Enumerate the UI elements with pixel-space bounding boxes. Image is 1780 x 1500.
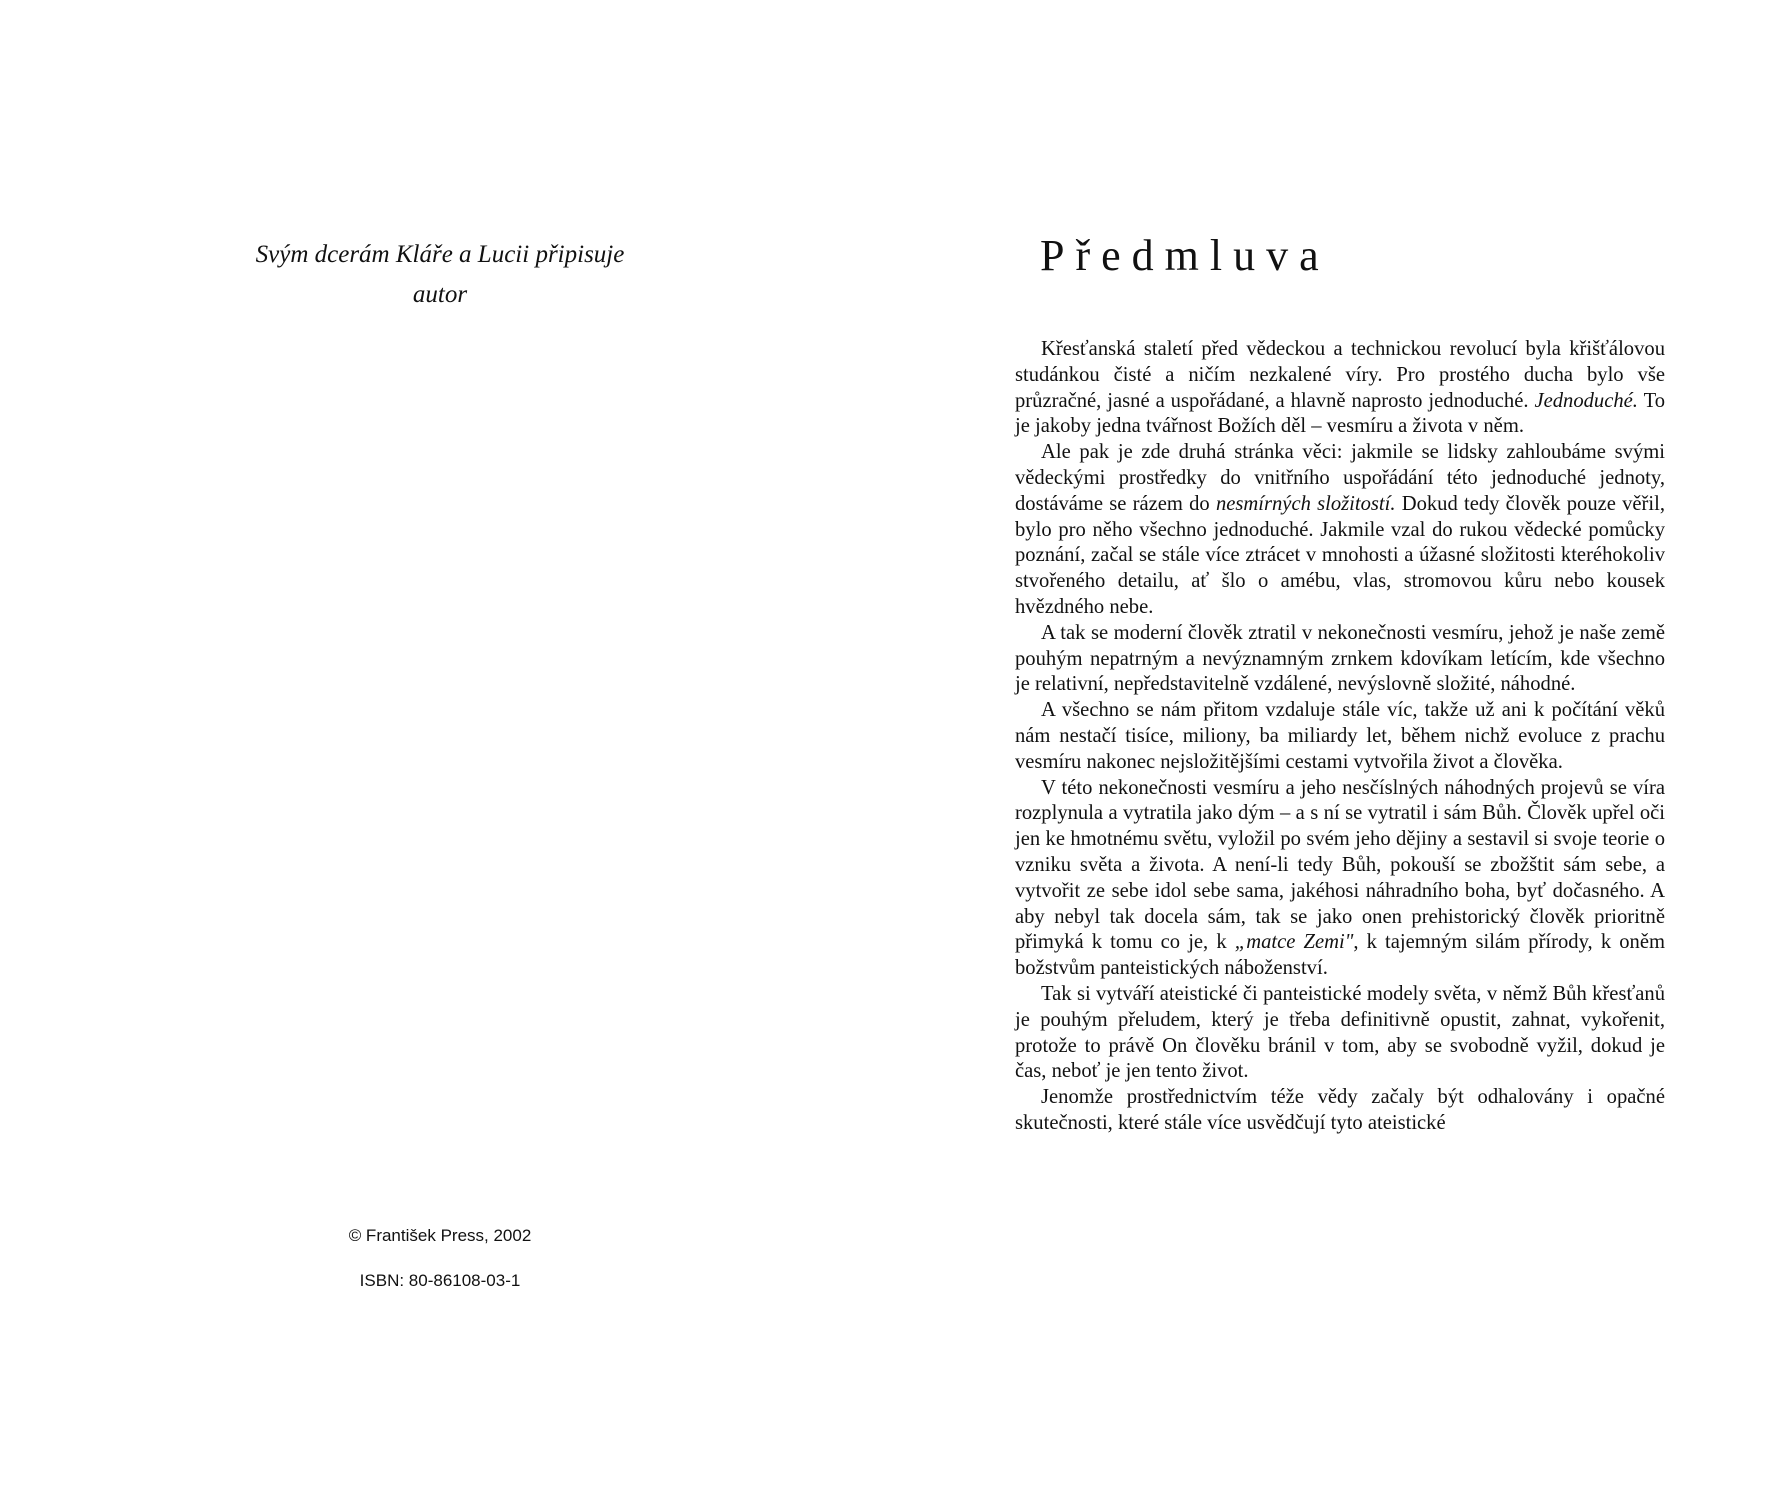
text-run: To je jakoby jedna tvářnost Božích děl – vesmíru a života v něm.	[1015, 389, 1666, 438]
text-run: Dokud tedy člověk pouze věřil, bylo pro něho všechno jednoduché. Jakmile vzal do rukou vědecké pomůcky poznání, začal se stále více ztrácet v mnohosti a úžasné složitosti kteréhokoliv stvořeného detailu, ať šlo o amébu, vlas, stromovou kůru nebo kousek hvězdného nebe.	[1015, 492, 1665, 618]
dedication	[200, 235, 680, 315]
paragraph: A tak se moderní člověk ztratil v nekonečnosti vesmíru, jehož je naše země pouhým nepatrným a nevýznamným zrnkem kdovíkam letícím, kde všechno je relativní, nepředstavitelně vzdálené, nevýslovně složité, náhodné.	[1015, 621, 1665, 696]
text-run: V této nekonečnosti vesmíru a jeho nesčíslných náhodných projevů se víra rozplynula a vytratila jako dým – a s ní se vytratil i sám Bůh. Člověk upřel oči jen ke hmotnému světu, vyložil po svém jeho dějiny a sestavil si svoje teorie o vzniku světa a života. A není-li tedy Bůh, pokouší se zbožštit sám sebe, a vytvořit ze sebe idol sebe sama, jakéhosi náhradního boha, byť dočasného. A aby nebyl tak docela sám, tak se jako onen prehistorický člověk prioritně přimyká k tomu co je, k	[1015, 776, 1665, 954]
emphasis: nesmírných složitostí.	[1215, 492, 1396, 515]
paragraph: Tak si vytváří ateistické či panteistické modely světa, v němž Bůh křesťanů je pouhým přeludem, který je třeba definitivně opustit, zahnat, vykořenit, protože to právě On člověku bránil v tom, aby se svobodně vyžil, dokud je čas, neboť je jen tento život.	[1015, 982, 1665, 1083]
text-run: Křesťanská staletí před vědeckou a technickou revolucí byla křišťálovou studánkou čisté a ničím nezkalené víry. Pro prostého ducha bylo vše průzračné, jasné a uspořádané, a hlavně naprosto jednoduché.	[1015, 338, 1665, 412]
right-page	[890, 0, 1780, 1500]
paragraph	[1015, 337, 1665, 440]
dedication-line: Svým dcerám Kláře a Lucii připisuje	[255, 241, 625, 268]
copyright-notice: © František Press, 2002	[348, 1226, 532, 1245]
dedication-author: autor	[412, 281, 468, 308]
emphasis: Jednoduché.	[1534, 389, 1638, 412]
paragraph	[1015, 440, 1665, 621]
paragraph	[1015, 776, 1665, 982]
paragraph: Jenomže prostřednictvím téže vědy začaly být odhalovány i opačné skutečnosti, které stále více usvědčují tyto ateistické	[1015, 1086, 1665, 1134]
isbn-number: ISBN: 80-86108-03-1	[359, 1271, 521, 1290]
emphasis: „matce Zemi"	[1234, 931, 1354, 954]
chapter-title: Předmluva	[1040, 231, 1330, 280]
text-run: Ale pak je zde druhá stránka věci: jakmile se lidsky zahloubáme svými vědeckými prostředky do vnitřního uspořádání této jednoduché jednoty, dostáváme se rázem do	[1015, 441, 1665, 515]
paragraph: A všechno se nám přitom vzdaluje stále víc, takže už ani k počítání věků nám nestačí tisíce, miliony, ba miliardy let, během nichž evoluce z prachu vesmíru nakonec nejsložitějšími cestami vytvořila život a člověka.	[1015, 699, 1665, 773]
text-run: , k tajemným silám přírody, k oněm božstvům panteistických náboženství.	[1015, 931, 1666, 980]
preface-body	[1015, 337, 1665, 1137]
